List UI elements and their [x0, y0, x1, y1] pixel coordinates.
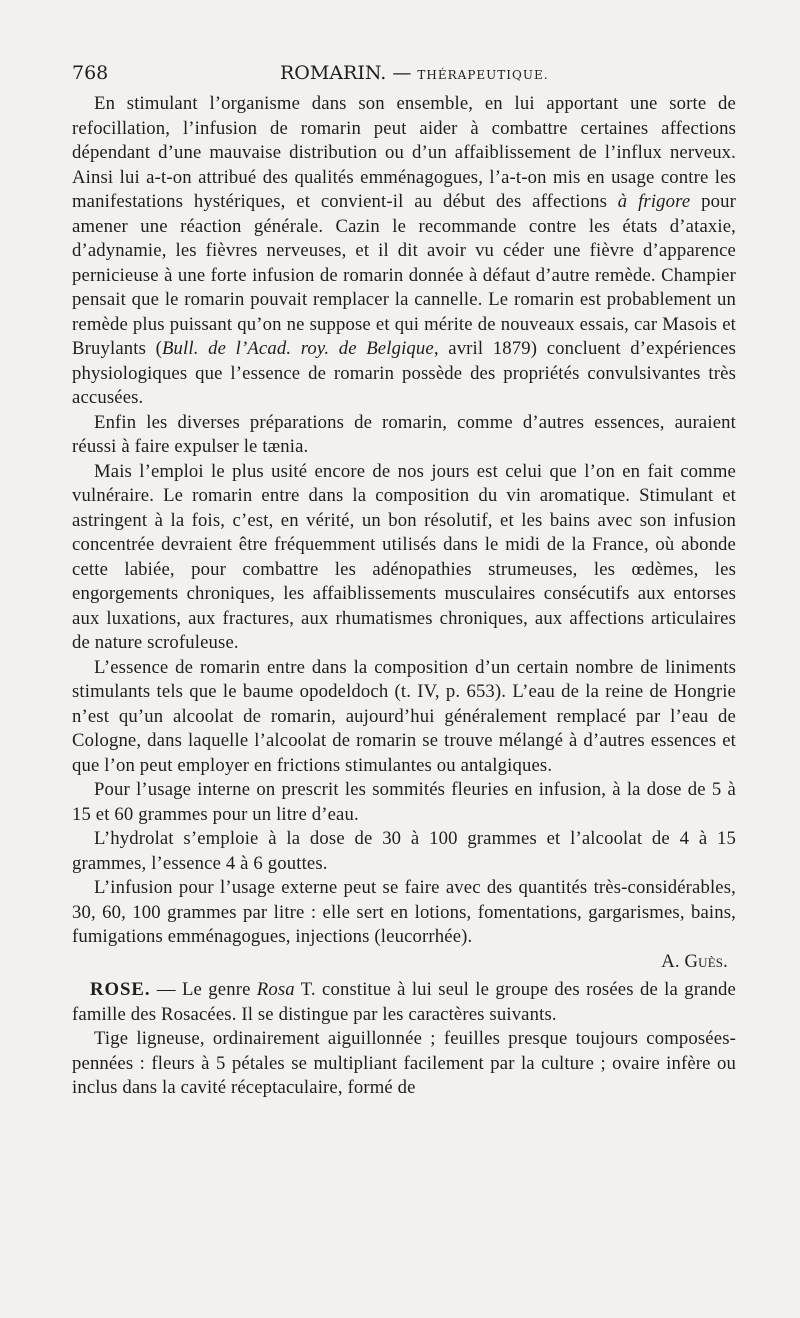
paragraph-essence: L’essence de romarin entre dans la composition d’un certain nombre de liniments stimulants tels que le baume opodeldoch (t. IV, p. 653). L’eau de la reine de Hongrie n’est qu’un alcoolat de romarin, aujourd’hui généralement remplacé par l’eau de Cologne, dans laquelle l’alcoolat de romarin se trouve mélangé à d’autres essences et que l’on peut employer en frictions stimulantes ou antalgiques. [72, 656, 736, 776]
citation-italic: Bull. de l’Acad. roy. de Belgique [161, 338, 434, 359]
running-head-separator: — [386, 62, 418, 84]
text-run: — Le genre [150, 979, 257, 1000]
paragraph-taenia: Enfin les diverses préparations de romarin, comme d’autres essences, auraient réussi à faire expulser le tænia. [72, 411, 736, 457]
author-signature: A. Guès. [661, 950, 728, 972]
italic-run: à frigore [617, 191, 691, 212]
text-run: pour amener une réaction générale. Cazin le recommande contre les états d’ataxie, d’adynamie, les fièvres nerveuses, et il dit avoir vu céder une fièvre d’apparence pernicieuse à une forte infusion de romarin donnée à défaut d’autre remède. Champier pensait que le romarin pouvait remplacer la cannelle. Le romarin est probablement un remède plus puissant qu’on ne suppose et qui mérite de nouveaux essais, car Masois et Bruylants ( [72, 191, 736, 359]
italic-run: Rosa [256, 979, 295, 1000]
running-head [280, 62, 549, 84]
page-number: 768 [72, 62, 109, 84]
paragraph-vulneraire: Mais l’emploi le plus usité encore de nos jours est celui que l’on en fait comme vulnéraire. Le romarin entre dans la composition du vin aromatique. Stimulant et astringent à la fois, c’est, en vérité, un bon résolutif, et les bains avec son infusion concentrée devraient être fréquemment utilisés dans le midi de la France, où abonde cette labiée, pour combattre les adénopathies strumeuses, les œdèmes, les engorgements chroniques, les affaiblissements musculaires consécutifs aux entorses aux luxations, aux fractures, aux rhumatismes chroniques, aux affections articulaires de nature scrofuleuse. [72, 460, 736, 653]
running-head-title: ROMARIN. [280, 62, 387, 84]
paragraph-rose-entry [72, 978, 736, 1027]
entry-headword: ROSE. [90, 979, 151, 1000]
text-run: , avril 1879) concluent d’expériences physiologiques que l’essence de romarin possède des propriétés convulsivantes très accusées. [72, 338, 736, 408]
paragraph-hydrolat: L’hydrolat s’emploie à la dose de 30 à 100 grammes et l’alcoolat de 4 à 15 grammes, l’essence 4 à 6 gouttes. [72, 828, 736, 874]
paragraph-usage-externe: L’infusion pour l’usage externe peut se faire avec des quantités très-considérables, 30, 60, 100 grammes par litre : elle sert en lotions, fomentations, gargarismes, bains, fumigations emménagogues, injections (leucorrhée). [72, 877, 736, 947]
body-text [72, 92, 736, 1101]
page-header [72, 62, 736, 88]
text-run: En stimulant l’organisme dans son ensemble, en lui apportant une sorte de refocillation, l’infusion de romarin peut aider à combattre certaines affections dépendant d’une mauvaise distribution ou d’un affaiblissement de l’influx nerveux. Ainsi lui a-t-on attribué des qualités emménagogues, l’a-t-on mis en usage contre les manifestations hystériques, et convient-il au début des affections [72, 93, 736, 212]
paragraph-usage-interne: Pour l’usage interne on prescrit les sommités fleuries en infusion, à la dose de 5 à 15 et 60 grammes pour un litre d’eau. [72, 779, 736, 825]
paragraph-tige: Tige ligneuse, ordinairement aiguillonnée ; feuilles presque toujours composées-pennées : fleurs à 5 pétales se multipliant facilement par la culture ; ovaire infère ou inclus dans la cavité réceptaculaire, formé de [72, 1028, 736, 1098]
text-run: T. constitue à lui seul le groupe des rosées de la grande famille des Rosacées. Il se distingue par les caractères suivants. [72, 979, 736, 1025]
paragraph-stimulant [72, 92, 736, 411]
running-head-subtitle: THÉRAPEUTIQUE. [417, 68, 549, 82]
